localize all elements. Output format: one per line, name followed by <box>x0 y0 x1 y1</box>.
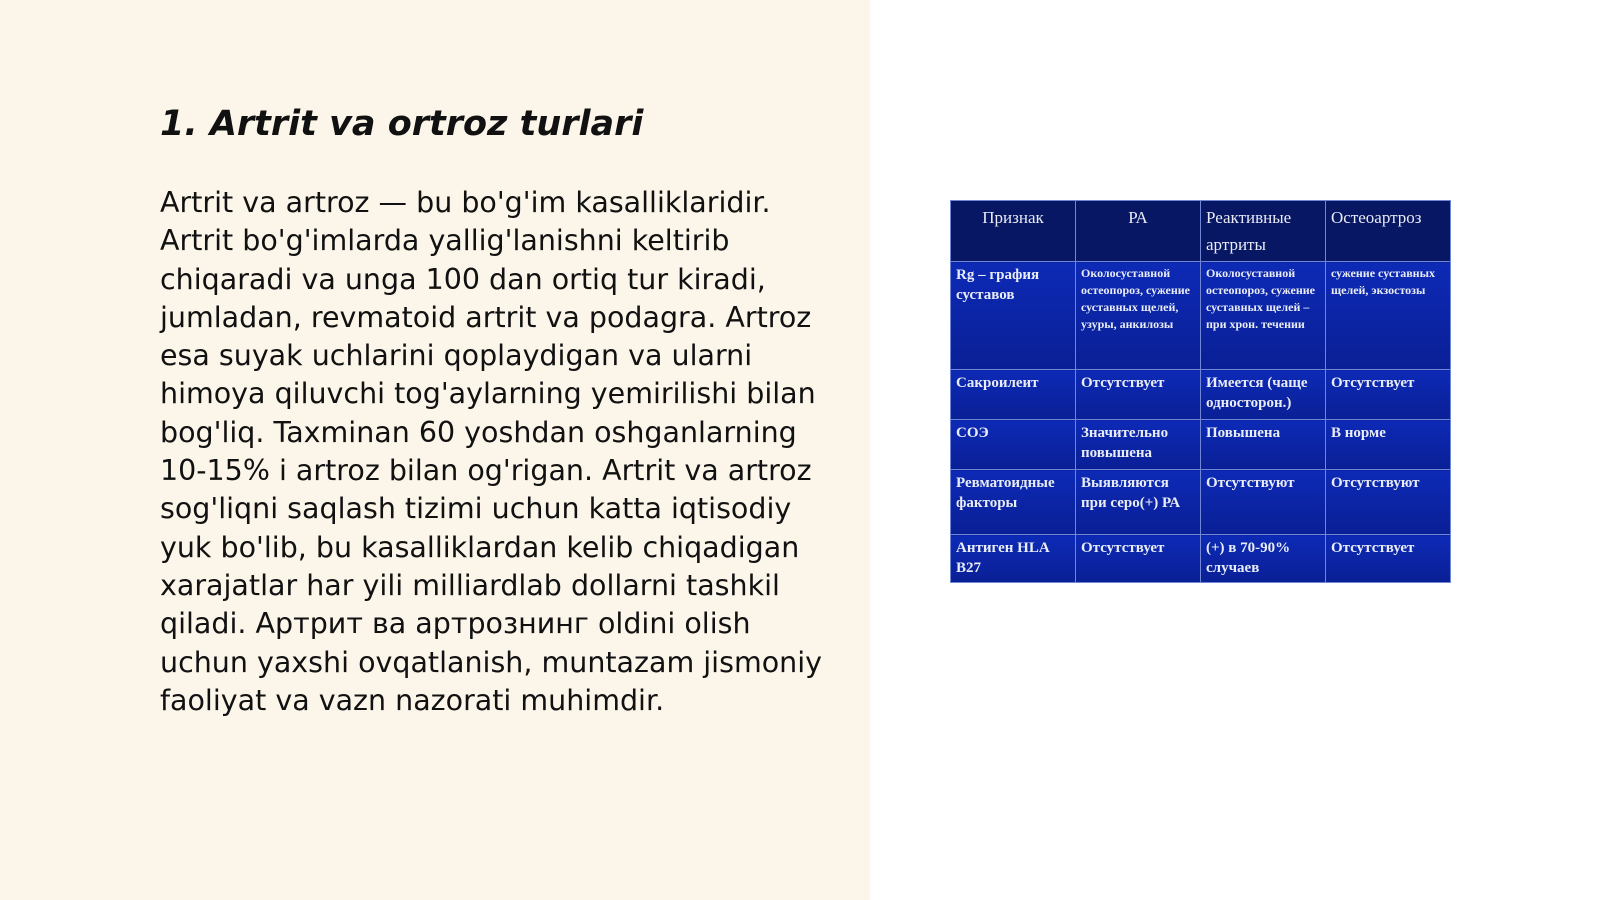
table-header-cell: Реактивные артриты <box>1201 201 1326 262</box>
table-cell: Околосуставной остеопороз, сужение суставных щелей – при хрон. течении <box>1201 262 1326 370</box>
table-cell: Rg – графия суставов <box>951 262 1076 370</box>
table-row <box>951 420 1451 470</box>
table-cell: Отсутствует <box>1076 370 1201 420</box>
table-header-cell: Остеоартроз <box>1326 201 1451 262</box>
table-cell: Сакроилеит <box>951 370 1076 420</box>
table-cell: Ревматоидные факторы <box>951 470 1076 535</box>
table-cell: Имеется (чаще односторон.) <box>1201 370 1326 420</box>
slide-body-text: Artrit va artroz — bu bo'g'im kasalliklaridir. Artrit bo'g'imlarda yallig'lanishni keltirib chiqaradi va unga 100 dan ortiq tur kiradi, jumladan, revmatoid artrit va podagra. Artroz esa suyak uchlarini qoplaydigan va ularni himoya qiluvchi tog'aylarning yemirilishi bilan bog'liq. Taxminan 60 yoshdan oshganlarning 10-15% i artroz bilan og'rigan. Artrit va artroz sog'liqni saqlash tizimi uchun katta iqtisodiy yuk bo'lib, bu kasalliklardan kelib chiqadigan xarajatlar har yili milliardlab dollarni tashkil qiladi. Артрит ва артрознинг oldini olish uchun yaxshi ovqatlanish, muntazam jismoniy faoliyat va vazn nazorati muhimdir. <box>160 186 822 717</box>
table-cell: Повышена <box>1201 420 1326 470</box>
table-cell: Отсутствуют <box>1326 470 1451 535</box>
table-row <box>951 262 1451 370</box>
table-header-cell: РА <box>1076 201 1201 262</box>
table-cell: СОЭ <box>951 420 1076 470</box>
table-header-row <box>951 201 1451 262</box>
comparison-table-image <box>950 200 1450 576</box>
table-row <box>951 470 1451 535</box>
table-cell: (+) в 70-90% случаев <box>1201 535 1326 583</box>
table-cell: Отсутствует <box>1326 370 1451 420</box>
table-cell: Околосуставной остеопороз, сужение суставных щелей, узуры, анкилозы <box>1076 262 1201 370</box>
table-cell: Выявляются при серо(+) РА <box>1076 470 1201 535</box>
table-row <box>951 370 1451 420</box>
table-cell: В норме <box>1326 420 1451 470</box>
table-cell: Антиген HLA B27 <box>951 535 1076 583</box>
table-cell: Значительно повышена <box>1076 420 1201 470</box>
table-cell: Отсутствует <box>1326 535 1451 583</box>
slide-title: 1. Artrit va ortroz turlari <box>160 104 644 144</box>
table-cell: Отсутствует <box>1076 535 1201 583</box>
table-cell: сужение суставных щелей, экзостозы <box>1326 262 1451 370</box>
table-cell: Отсутствуют <box>1201 470 1326 535</box>
table-header-cell: Признак <box>951 201 1076 262</box>
table-row <box>951 535 1451 583</box>
comparison-table <box>950 200 1451 583</box>
